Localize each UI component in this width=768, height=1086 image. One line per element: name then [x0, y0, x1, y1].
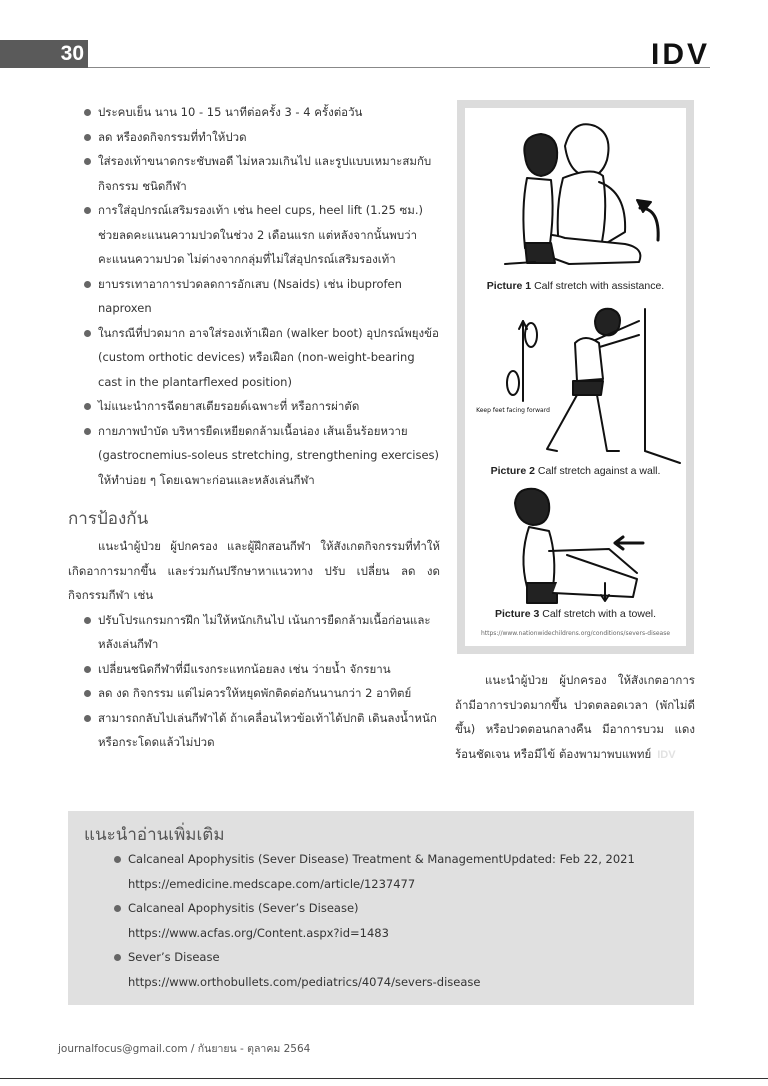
picture3-caption: Picture 3 Calf stretch with a towel. — [494, 608, 657, 620]
prevention-list — [68, 608, 440, 755]
further-reading-title: แนะนำอ่านเพิ่มเติม — [84, 825, 225, 845]
reference-url[interactable]: https://www.acfas.org/Content.aspx?id=1483 — [128, 925, 389, 940]
list-item: ลด งด กิจกรรม แต่ไม่ควรให้หยุดพักติดต่อกันนานกว่า 2 อาทิตย์ — [68, 681, 440, 706]
list-item: ใส่รองเท้าขนาดกระชับพอดี ไม่หลวมเกินไป และรูปแบบเหมาะสมกับกิจกรรม ชนิดกีฬา — [68, 149, 440, 198]
reference-title: Calcaneal Apophysitis (Sever’s Disease) — [128, 901, 359, 915]
right-column — [455, 668, 695, 767]
reference-item — [108, 896, 678, 945]
reference-url[interactable]: https://www.orthobullets.com/pediatrics/4074/severs-disease — [128, 974, 481, 989]
list-item: ไม่แนะนำการฉีดยาสเตียรอยด์เฉพาะที่ หรือการผ่าตัด — [68, 394, 440, 419]
reference-item — [108, 847, 678, 896]
reference-url[interactable]: https://emedicine.medscape.com/article/1237477 — [128, 876, 416, 891]
watermark: IDV — [657, 748, 676, 761]
prevention-paragraph: แนะนำผู้ป่วย ผู้ปกครอง และผู้ฝึกสอนกีฬา ให้สังเกตกิจกรรมที่ทำให้เกิดอาการมากขึ้น และร่วมกันปรึกษาหาแนวทาง ปรับ เปลี่ยน ลด งดกิจกรรมกีฬา เช่น — [68, 539, 440, 602]
left-column — [68, 100, 440, 755]
header-rule — [88, 67, 710, 68]
list-item: กายภาพบำบัด บริหารยืดเหยียดกล้ามเนื้อน่อง เส้นเอ็นร้อยหวาย (gastrocnemius-soleus stretching, strengthening exercises) ให้ทำบ่อย ๆ โดยเฉพาะก่อนและหลังเล่นกีฬา — [68, 419, 440, 493]
picture2-illustration — [465, 301, 686, 466]
brand-logo: IDV — [650, 38, 710, 71]
picture2-note: Keep feet facing forward — [476, 407, 550, 414]
list-item: ยาบรรเทาอาการปวดลดการอักเสบ (Nsaids) เช่น ibuprofen naproxen — [68, 272, 440, 321]
further-reading-box — [68, 811, 694, 1005]
list-item: ปรับโปรแกรมการฝึก ไม่ให้หนักเกินไป เน้นการยืดกล้ามเนื้อก่อนและหลังเล่นกีฬา — [68, 608, 440, 657]
treatment-list — [68, 100, 440, 492]
picture1-caption: Picture 1 Calf stretch with assistance. — [486, 280, 665, 292]
picture3-illustration — [465, 483, 686, 623]
prevention-heading: การป้องกัน — [68, 509, 149, 529]
figure-panel — [465, 108, 686, 646]
list-item: เปลี่ยนชนิดกีฬาที่มีแรงกระแทกน้อยลง เช่น ว่ายน้ำ จักรยาน — [68, 657, 440, 682]
reference-item — [108, 945, 678, 994]
picture2-caption: Picture 2 Calf stretch against a wall. — [490, 465, 661, 477]
list-item: ในกรณีที่ปวดมาก อาจใส่รองเท้าเฝือก (walker boot) อุปกรณ์พยุงข้อ (custom orthotic devices) หรือเฝือก (non-weight-bearing cast in the plantarflexed position) — [68, 321, 440, 395]
list-item: สามารถกลับไปเล่นกีฬาได้ ถ้าเคลื่อนไหวข้อเท้าได้ปกติ เดินลงน้ำหนักหรือกระโดดแล้วไม่ปวด — [68, 706, 440, 755]
reference-title: Sever’s Disease — [128, 950, 220, 964]
figure-source: https://www.nationwidechildrens.org/conditions/severs-disease — [480, 630, 671, 637]
list-item: ลด หรืองดกิจกรรมที่ทำให้ปวด — [68, 125, 440, 150]
warning-paragraph: แนะนำผู้ป่วย ผู้ปกครอง ให้สังเกตอาการ ถ้ามีอาการปวดมากขึ้น ปวดตลอดเวลา (พักไม่ดีขึ้น) หรือปวดตอนกลางคืน มีอาการบวม แดงร้อนชัดเจน หรือมีไข้ ต้องพามาพบแพทย์ IDV — [455, 673, 695, 761]
picture1-illustration — [465, 108, 686, 273]
list-item: ประคบเย็น นาน 10 - 15 นาทีต่อครั้ง 3 - 4 ครั้งต่อวัน — [68, 100, 440, 125]
page-number: 30 — [0, 40, 88, 68]
footer-text: journalfocus@gmail.com / กันยายน - ตุลาคม 2564 — [58, 1043, 311, 1055]
reference-list — [108, 847, 678, 994]
footer-rule — [0, 1078, 768, 1079]
reference-title: Calcaneal Apophysitis (Sever Disease) Treatment & ManagementUpdated: Feb 22, 2021 — [128, 852, 635, 866]
figure-box — [457, 100, 694, 654]
list-item: การใส่อุปกรณ์เสริมรองเท้า เช่น heel cups, heel lift (1.25 ซม.) ช่วยลดคะแนนความปวดในช่วง 2 เดือนแรก แต่หลังจากนั้นพบว่าคะแนนความปวด ไม่ต่างจากกลุ่มที่ไม่ใส่อุปกรณ์เสริมรองเท้า — [68, 198, 440, 272]
